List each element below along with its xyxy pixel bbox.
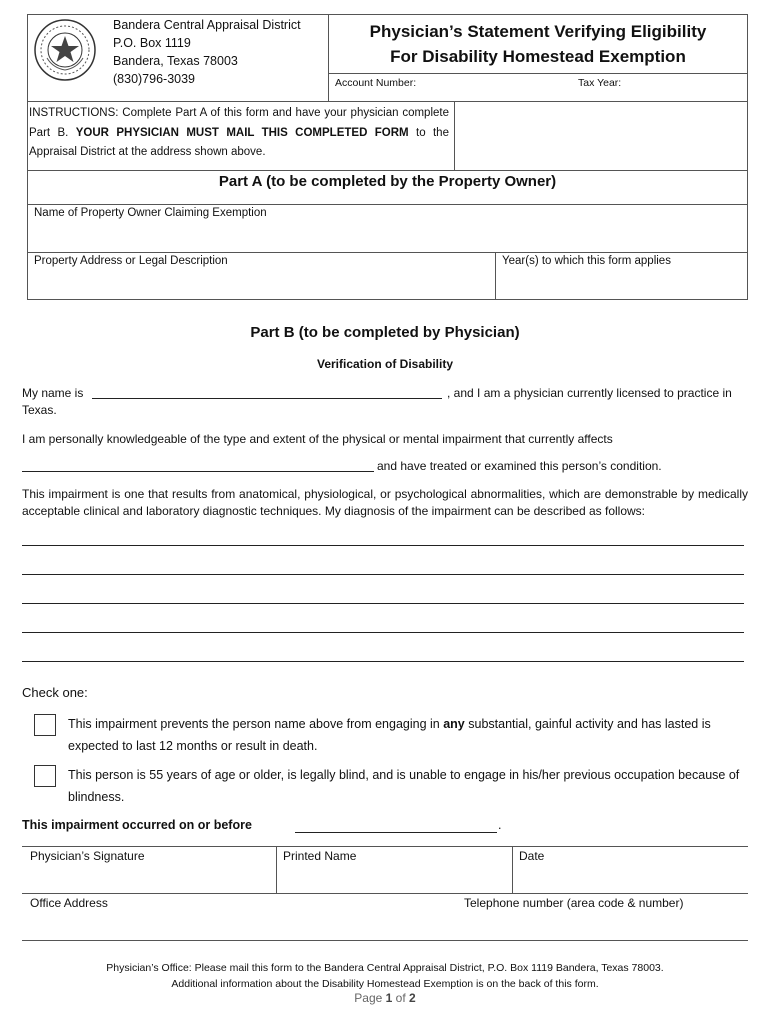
date-field[interactable] [519, 866, 743, 890]
part-a-divider-2 [27, 252, 748, 253]
check-one-label: Check one: [22, 685, 88, 700]
instructions-divider [454, 101, 455, 171]
tax-year-label: Tax Year: [578, 77, 622, 89]
seal-icon [33, 18, 97, 82]
signature-label: Physician’s Signature [30, 849, 145, 863]
part-a-divider-3 [495, 252, 496, 300]
treated-text: and have treated or examined this person’s condition. [377, 459, 662, 473]
signature-field[interactable] [30, 866, 270, 890]
knowledge-text: I am personally knowledgeable of the type and extent of the physical or mental impairment that currently affects [22, 432, 613, 446]
po-box: P.O. Box 1119 [113, 36, 191, 50]
years-applies-field[interactable] [502, 272, 742, 296]
part-b-heading: Part B (to be completed by Physician) [250, 324, 520, 341]
name-suffix-2: Texas. [22, 403, 57, 417]
page-number [0, 991, 770, 1005]
signature-divider-2 [512, 846, 513, 893]
telephone-label: Telephone number (area code & number) [464, 896, 684, 910]
instructions-bold: YOUR PHYSICIAN MUST MAIL THIS COMPLETED FORM [75, 126, 409, 139]
option-2-text: This person is 55 years of age or older, is legally blind, and is unable to engage in his/her previous occupation because of blindness. [68, 768, 740, 804]
property-address-field[interactable] [34, 272, 489, 296]
printed-name-field[interactable] [283, 866, 507, 890]
occurred-label: This impairment occurred on or before [22, 818, 252, 832]
name-suffix: , and I am a physician currently licensed to practice in [447, 386, 732, 400]
property-address-label: Property Address or Legal Description [34, 255, 228, 267]
part-b-subheading: Verification of Disability [316, 357, 454, 371]
name-prefix: My name is [22, 386, 84, 400]
title-line-1: Physician’s Statement Verifying Eligibility [369, 22, 707, 41]
diagnosis-line-1[interactable] [22, 545, 744, 546]
diagnosis-line-2[interactable] [22, 574, 744, 575]
signature-bottom-line [22, 940, 748, 941]
telephone-field[interactable] [464, 913, 744, 937]
footer [0, 960, 770, 992]
years-applies-label: Year(s) to which this form applies [502, 255, 671, 267]
city-state-zip: Bandera, Texas 78003 [113, 54, 238, 68]
option-1-post: substantial, gainful activity and has lasted is expected to last 12 months or result in death. [68, 717, 711, 753]
org-address [113, 16, 301, 88]
option-1-bold: any [443, 717, 465, 731]
option-1-pre: This impairment prevents the person name above from engaging in [68, 717, 440, 731]
footer-line-1: Physician’s Office: Please mail this form to the Bandera Central Appraisal District, P.O. Box 1119 Bandera, Texas 78003. [106, 962, 664, 974]
signature-divider-1 [276, 846, 277, 893]
physician-name-line[interactable] [92, 398, 442, 399]
instructions-text [29, 104, 449, 163]
diagnosis-line-3[interactable] [22, 603, 744, 604]
signature-top-line [22, 846, 748, 847]
owner-name-label: Name of Property Owner Claiming Exemption [34, 207, 267, 219]
impairment-text: This impairment is one that results from anatomical, physiological, or psychological abnormalities, which are demonstrable by medically acceptable clinical and laboratory diagnostic techniques. My diagnosis of the impairment can be described as follows: [22, 487, 748, 518]
option-1-checkbox[interactable] [34, 714, 56, 736]
diagnosis-line-4[interactable] [22, 632, 744, 633]
page-current: 1 [385, 991, 393, 1005]
org-name: Bandera Central Appraisal District [113, 18, 301, 32]
diagnosis-line-5[interactable] [22, 661, 744, 662]
part-a-heading: Part A (to be completed by the Property Owner) [218, 173, 557, 190]
form-title [328, 19, 748, 69]
account-number-label: Account Number: [335, 77, 417, 89]
page-word: Page [354, 991, 383, 1005]
instructions-part2: to the Appraisal District at the address shown above. [29, 126, 449, 158]
office-address-field[interactable] [30, 913, 450, 937]
tax-year-field[interactable] [630, 75, 740, 91]
occurred-date-line[interactable] [295, 832, 497, 833]
signature-mid-line [22, 893, 748, 894]
occurred-suffix: . [498, 818, 502, 832]
date-label: Date [519, 849, 545, 863]
account-number-field[interactable] [430, 75, 570, 91]
option-2-checkbox[interactable] [34, 765, 56, 787]
patient-name-line[interactable] [22, 471, 374, 472]
page-total: 2 [409, 991, 416, 1005]
office-address-label: Office Address [30, 896, 108, 910]
title-divider [328, 73, 748, 74]
of-word: of [395, 991, 406, 1005]
footer-line-2: Additional information about the Disability Homestead Exemption is on the back of this form. [171, 978, 599, 990]
part-a-divider-1 [27, 204, 748, 205]
instructions-part1: INSTRUCTIONS: Complete Part A of this form and have your physician complete Part B. [29, 107, 449, 139]
org-phone: (830)796-3039 [113, 72, 196, 86]
title-line-2: For Disability Homestead Exemption [390, 47, 686, 66]
owner-name-field[interactable] [34, 224, 739, 248]
option-1-text [68, 713, 748, 757]
printed-name-label: Printed Name [283, 849, 357, 863]
